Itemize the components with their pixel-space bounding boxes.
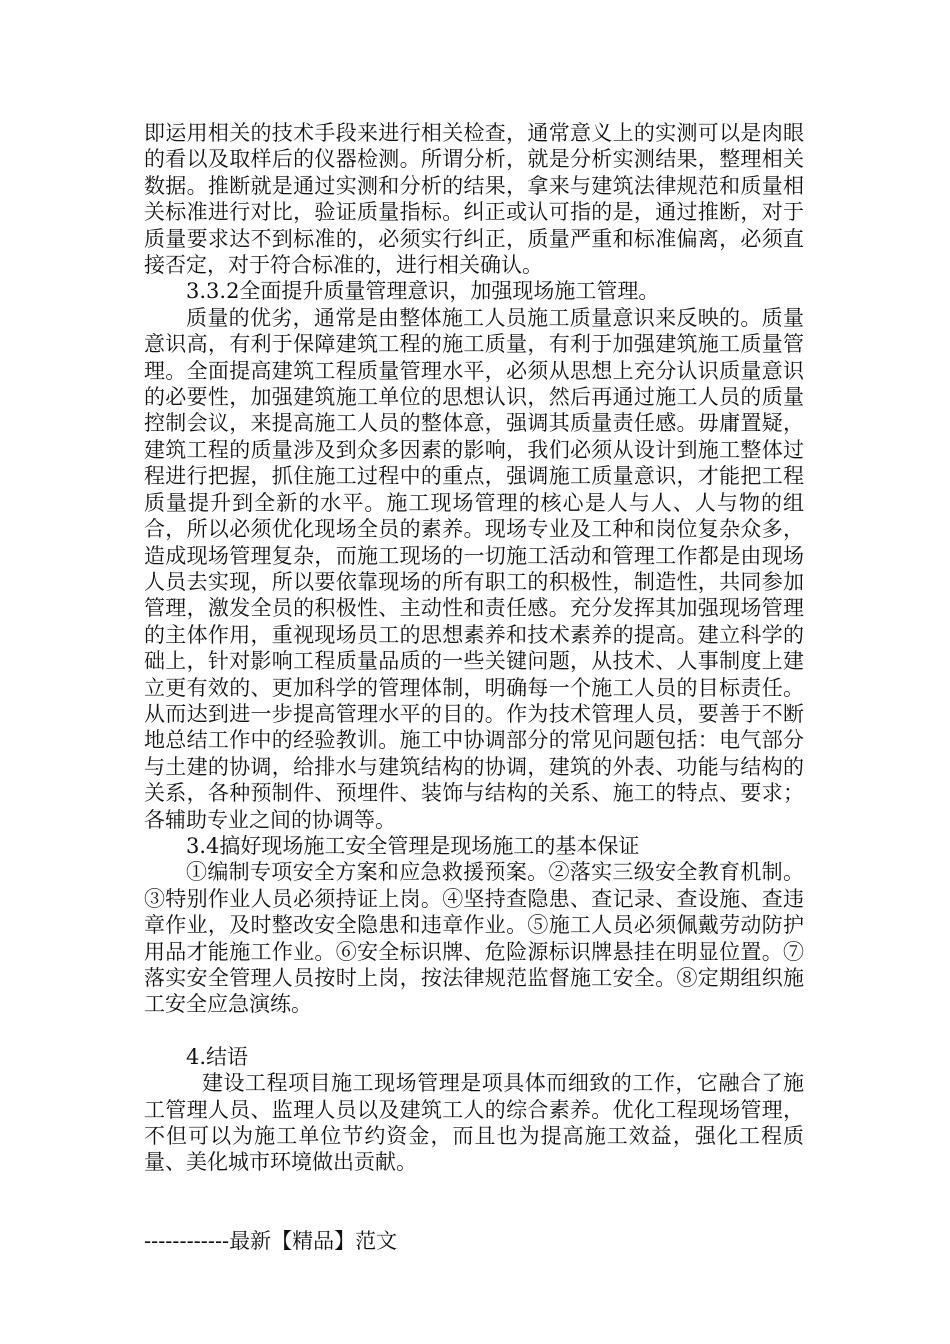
conclusion-body: 建设工程项目施工现场管理是项具体而细致的工作，它融合了施工管理人员、监理人员以及建筑工人的综合素养。优化工程现场管理，不但可以为施工单位节约资金，而且也为提高施工效益，强化工程质量、美化城市环境做出贡献。 <box>144 1071 804 1175</box>
section-3-4-body: ①编制专项安全方案和应急救援预案。②落实三级安全教育机制。③特别作业人员必须持证上岗。④坚持查隐患、查记录、查设施、查违章作业，及时整改安全隐患和违章作业。⑤施工人员必须佩戴劳动防护用品才能施工作业。⑥安全标识牌、危险源标识牌悬挂在明显位置。⑦落实安全管理人员按时上岗，按法律规范监督施工安全。⑧定期组织施工安全应急演练。 <box>144 860 804 1017</box>
section-3-3-2-heading: 3.3.2全面提升质量管理意识，加强现场施工管理。 <box>186 279 660 304</box>
section-3-4-heading: 3.4搞好现场施工安全管理是现场施工的基本保证 <box>186 833 640 858</box>
conclusion-heading: 4.结语 <box>186 1044 249 1069</box>
document-page <box>144 120 804 1254</box>
blank-line <box>144 1018 804 1044</box>
intro-paragraph: 即运用相关的技术手段来进行相关检查，通常意义上的实测可以是肉眼的看以及取样后的仪器检测。所谓分析，就是分析实测结果，整理相关数据。推断就是通过实测和分析的结果，拿来与建筑法律规范和质量相关标准进行对比，验证质量指标。纠正或认可指的是，通过推断，对于质量要求达不到标准的，必须实行纠正，质量严重和标准偏离，必须直接否定，对于符合标准的，进行相关确认。 <box>144 121 804 278</box>
section-3-3-2-body: 质量的优劣，通常是由整体施工人员施工质量意识来反映的。质量意识高，有利于保障建筑工程的施工质量，有利于加强建筑施工质量管理。全面提高建筑工程质量管理水平，必须从思想上充分认识质量意识的必要性，加强建筑施工单位的思想认识，然后再通过施工人员的质量控制会议，来提高施工人员的整体意，强调其质量责任感。毋庸置疑，建筑工程的质量涉及到众多因素的影响，我们必须从设计到施工整体过程进行把握，抓住施工过程中的重点，强调施工质量意识，才能把工程质量提升到全新的水平。施工现场管理的核心是人与人、人与物的组合，所以必须优化现场全员的素养。现场专业及工种和岗位复杂众多，造成现场管理复杂，而施工现场的一切施工活动和管理工作都是由现场人员去实现，所以要依靠现场的所有职工的积极性，制造性，共同参加管理，激发全员的积极性、主动性和责任感。充分发挥其加强现场管理的主体作用，重视现场员工的思想素养和技术素养的提高。建立科学的础上，针对影响工程质量品质的一些关键问题，从技术、人事制度上建立更有效的、更加科学的管理体制，明确每一个施工人员的目标责任。从而达到进一步提高管理水平的目的。作为技术管理人员，要善于不断地总结工作中的经验教训。施工中协调部分的常见问题包括：电气部分与土建的协调，给排水与建筑结构的协调，建筑的外表、功能与结构的关系，各种预制件、预埋件、装饰与结构的关系、施工的特点、要求；各辅助专业之间的协调等。 <box>144 305 804 832</box>
blank-space <box>144 1176 804 1228</box>
footer-text: ------------最新【精品】范文 <box>144 1228 398 1253</box>
